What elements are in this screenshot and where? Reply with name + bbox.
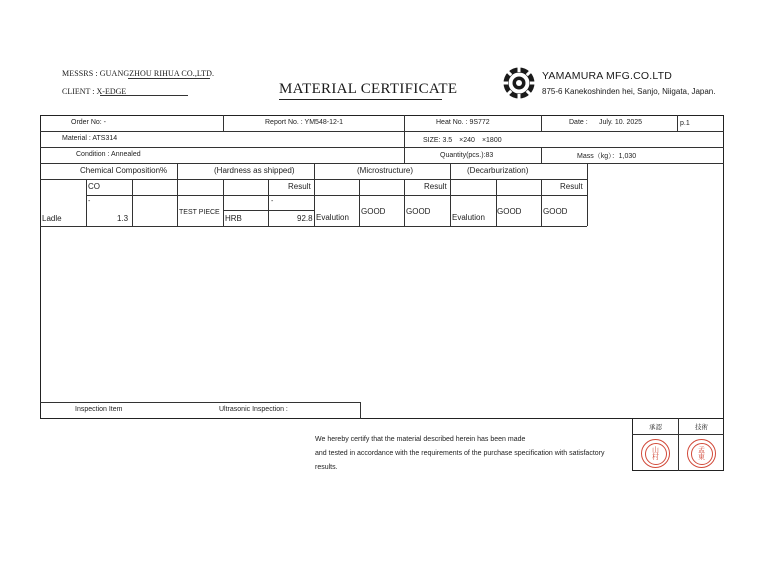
statement-line: We hereby certify that the material described herein has been made: [315, 436, 526, 443]
date-value: July. 10. 2025: [599, 119, 643, 126]
seal-text: 村: [652, 452, 659, 461]
row-divider: [40, 163, 724, 164]
client-underline: [100, 95, 188, 96]
col-divider: [360, 402, 361, 419]
heat-no: Heat No. : 9S772: [436, 119, 490, 126]
ultrasonic-inspection: Ultrasonic Inspection :: [219, 406, 288, 413]
date-label: Date :: [569, 119, 588, 126]
element-dash: -: [88, 198, 91, 205]
hardness-header: (Hardness as shipped): [214, 166, 295, 175]
col-divider: [177, 163, 178, 226]
col-divider: [587, 163, 588, 226]
col-divider: [268, 179, 269, 226]
certification-statement: [315, 433, 605, 475]
co-value: 1.3: [117, 214, 129, 223]
col-divider: [541, 179, 542, 226]
micro-good-1: GOOD: [361, 207, 386, 216]
micro-evaluation: Evalution: [316, 213, 349, 222]
ladle-label: Ladle: [42, 214, 62, 223]
decarburization-header: (Decarburization): [467, 166, 529, 175]
technical-seal-icon: [687, 439, 716, 468]
micro-good-2: GOOD: [406, 207, 431, 216]
size: SIZE: 3.5 ×240 ×1800: [423, 137, 502, 144]
chemical-header: Chemical Composition%: [80, 166, 168, 175]
row-divider: [40, 402, 360, 403]
micro-result-label: Result: [424, 182, 447, 191]
seal-text: 東: [698, 452, 705, 461]
hardness-dash: -: [271, 198, 274, 205]
row-divider: [40, 131, 724, 132]
statement-line: and tested in accordance with the requirements of the purchase specification with satisfactory: [315, 450, 605, 457]
col-divider: [314, 163, 315, 226]
col-divider: [541, 115, 542, 131]
seal-text: 山: [652, 445, 659, 454]
row-divider: [86, 195, 587, 196]
hardness-value: 92.8: [297, 214, 313, 223]
col-divider: [450, 163, 451, 226]
messrs-text: MESSRS : GUANGZHOU RIHUA CO.,LTD.: [62, 69, 215, 78]
client-text: CLIENT : X-EDGE: [62, 87, 127, 96]
col-divider: [404, 115, 405, 163]
company-name: YAMAMURA MFG.CO.LTD: [542, 70, 672, 82]
row-divider: [40, 147, 724, 148]
microstructure-header: (Microstructure): [357, 166, 414, 175]
hardness-scale: HRB: [225, 214, 242, 223]
col-divider: [677, 115, 678, 131]
col-divider: [359, 179, 360, 226]
approval-seal-icon: [641, 439, 670, 468]
col-divider: [541, 147, 542, 163]
decarb-evaluation: Evalution: [452, 213, 485, 222]
document-title: MATERIAL CERTIFICATE: [279, 81, 458, 97]
title-underline: [279, 99, 442, 100]
statement-line: results.: [315, 464, 338, 471]
seal-text: 孟: [698, 445, 705, 454]
decarb-result-label: Result: [560, 182, 583, 191]
company-logo-icon: [502, 66, 536, 100]
hardness-result-label: Result: [288, 182, 311, 191]
condition: Condition : Annealed: [76, 151, 141, 158]
inspection-item: Inspection Item: [75, 406, 123, 413]
col-divider: [223, 179, 224, 226]
col-divider: [223, 115, 224, 131]
order-no: Order No: -: [71, 119, 107, 126]
test-piece-label: TEST PIECE: [179, 209, 220, 216]
col-divider: [132, 179, 133, 226]
material: Material : ATS314: [62, 135, 118, 142]
quantity: Quantity(pcs.):83: [440, 152, 494, 159]
mass: Mass（kg）：1,030: [577, 153, 637, 160]
col-divider: [86, 179, 87, 226]
decarb-good-1: GOOD: [497, 207, 522, 216]
report-no: Report No. : YM548-12-1: [265, 119, 344, 126]
company-address: 875-6 Kanekoshinden hei, Sanjo, Niigata, Japan.: [542, 87, 716, 96]
element-co: CO: [88, 182, 100, 191]
col-divider: [496, 179, 497, 226]
approval-label: 承認: [649, 424, 662, 431]
signature-divider: [678, 418, 679, 471]
page-number: p.1: [680, 120, 690, 127]
row-divider: [40, 226, 587, 227]
technical-label: 技術: [695, 424, 708, 431]
col-divider: [404, 179, 405, 226]
decarb-good-2: GOOD: [543, 207, 568, 216]
messrs-underline: [128, 78, 210, 79]
